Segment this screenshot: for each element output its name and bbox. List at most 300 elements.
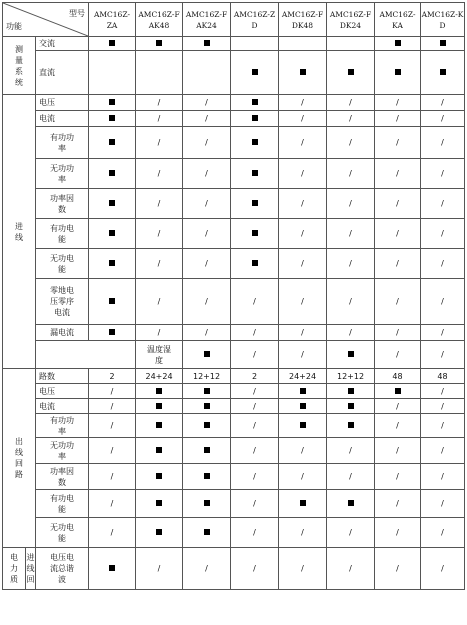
spec-cell [327, 189, 375, 219]
supported-mark-icon [348, 351, 354, 357]
spec-cell [375, 369, 421, 384]
spec-cell [89, 414, 136, 438]
not-applicable-mark: / [349, 138, 352, 147]
not-applicable-mark: / [157, 259, 161, 268]
label-line: 波 [58, 575, 66, 584]
not-applicable-mark: / [157, 138, 161, 147]
not-applicable-mark: / [253, 350, 256, 359]
model-line: AMC16Z-Z [233, 9, 276, 19]
spec-cell [327, 37, 375, 51]
model-header-3 [231, 3, 279, 37]
not-applicable-mark: / [253, 328, 256, 337]
spec-cell [375, 518, 421, 548]
function-label [36, 384, 89, 399]
function-label [136, 341, 183, 369]
not-applicable-mark: / [441, 328, 444, 337]
supported-mark-icon [204, 447, 210, 453]
model-line: AMC16Z-F [329, 9, 372, 19]
not-applicable-mark: / [253, 472, 256, 481]
label-line: 有功电 [50, 493, 74, 503]
spec-cell [375, 51, 421, 95]
not-applicable-mark: / [110, 401, 114, 411]
model-line: D [439, 20, 446, 30]
not-applicable-mark: / [157, 564, 161, 573]
spec-cell [327, 399, 375, 414]
label-line: 无功电 [50, 522, 74, 532]
not-applicable-mark: / [157, 328, 161, 337]
model-line: AMC16Z-F [185, 9, 228, 19]
not-applicable-mark: / [253, 446, 256, 455]
not-applicable-mark: / [441, 98, 444, 107]
spec-cell [279, 369, 327, 384]
spec-cell [89, 249, 136, 279]
not-applicable-mark: / [110, 446, 114, 455]
supported-mark-icon [156, 500, 162, 506]
spec-cell [136, 464, 183, 490]
table-row [3, 95, 465, 111]
spec-cell [421, 159, 465, 189]
spec-cell [89, 111, 136, 127]
cell-value: 48 [437, 371, 448, 381]
spec-cell [327, 95, 375, 111]
not-applicable-mark: / [349, 328, 352, 337]
table-row [3, 490, 465, 518]
not-applicable-mark: / [396, 297, 399, 306]
spec-cell [136, 384, 183, 399]
function-label [36, 518, 89, 548]
not-applicable-mark: / [396, 421, 399, 430]
spec-cell [231, 548, 279, 590]
supported-mark-icon [156, 40, 162, 46]
spec-cell [183, 219, 231, 249]
supported-mark-icon [395, 388, 401, 394]
not-applicable-mark: / [349, 528, 352, 537]
not-applicable-mark: / [110, 528, 114, 537]
label-line: 漏电流 [50, 328, 74, 337]
supported-mark-icon [109, 99, 115, 105]
not-applicable-mark: / [441, 472, 444, 481]
function-label [36, 51, 89, 95]
function-label [36, 279, 89, 325]
label-line: 功率因 [50, 193, 74, 203]
model-header-0 [89, 3, 136, 37]
spec-cell [89, 37, 136, 51]
model-line: AMC16Z- [379, 9, 416, 19]
label-line: 流总谐 [50, 564, 74, 573]
not-applicable-mark: / [441, 229, 444, 238]
model-line: D [251, 20, 258, 30]
supported-mark-icon [156, 473, 162, 479]
model-line: AMC16Z-F [138, 9, 180, 19]
function-label [36, 464, 89, 490]
not-applicable-mark: / [301, 98, 304, 107]
spec-cell [231, 249, 279, 279]
group-char: 回 [26, 575, 35, 584]
not-applicable-mark: / [349, 297, 352, 306]
supported-mark-icon [395, 40, 401, 46]
label-line: 功率因 [50, 466, 74, 476]
spec-cell [231, 399, 279, 414]
supported-mark-icon [252, 139, 258, 145]
corner-header-cell [3, 3, 89, 37]
not-applicable-mark: / [396, 98, 399, 107]
spec-cell [183, 279, 231, 325]
corner-function-label: 功能 [6, 22, 22, 31]
spec-cell [327, 438, 375, 464]
model-line: AK48 [148, 20, 170, 30]
spec-cell [375, 548, 421, 590]
not-applicable-mark: / [349, 472, 352, 481]
function-label [36, 127, 89, 159]
spec-cell [279, 399, 327, 414]
spec-cell [327, 414, 375, 438]
not-applicable-mark: / [110, 499, 114, 508]
group-char: 回 [15, 459, 23, 468]
label-line: 电压电 [50, 553, 74, 562]
model-line: ZA [106, 20, 118, 30]
supported-mark-icon [156, 422, 162, 428]
not-applicable-mark: / [349, 169, 352, 178]
spec-cell [327, 464, 375, 490]
not-applicable-mark: / [205, 259, 208, 268]
model-line: DK48 [291, 20, 314, 30]
label-line: 能 [58, 504, 66, 514]
supported-mark-icon [204, 500, 210, 506]
function-label [36, 414, 89, 438]
spec-cell [183, 414, 231, 438]
not-applicable-mark: / [157, 169, 161, 178]
not-applicable-mark: / [253, 297, 256, 306]
supported-mark-icon [395, 69, 401, 75]
label-line: 有功电 [50, 223, 74, 233]
model-line: AK24 [196, 20, 217, 30]
label-line: 电流 [39, 401, 55, 411]
spec-cell [136, 249, 183, 279]
not-applicable-mark: / [301, 328, 304, 337]
group-char: 电 [10, 553, 18, 562]
spec-cell [375, 159, 421, 189]
not-applicable-mark: / [205, 169, 208, 178]
spec-cell [89, 369, 136, 384]
not-applicable-mark: / [441, 350, 444, 359]
spec-cell [136, 518, 183, 548]
spec-cell [421, 414, 465, 438]
supported-mark-icon [252, 260, 258, 266]
spec-cell [183, 490, 231, 518]
spec-cell [279, 384, 327, 399]
spec-cell [183, 548, 231, 590]
not-applicable-mark: / [349, 229, 352, 238]
group-power-quality [3, 548, 26, 590]
spec-cell [375, 438, 421, 464]
spec-cell [136, 51, 183, 95]
spec-cell [375, 384, 421, 399]
table-row [3, 279, 465, 325]
label-line: 有功功 [50, 132, 74, 142]
spec-cell [327, 127, 375, 159]
group-char: 量 [15, 55, 23, 65]
function-label [36, 189, 89, 219]
not-applicable-mark: / [441, 199, 444, 208]
spec-cell [231, 341, 279, 369]
group-char: 测 [15, 44, 23, 54]
spec-cell [421, 189, 465, 219]
supported-mark-icon [109, 200, 115, 206]
model-header-1 [136, 3, 183, 37]
table-row [3, 548, 465, 590]
group-char: 进 [26, 553, 35, 562]
spec-cell [375, 414, 421, 438]
spec-cell [279, 341, 327, 369]
spec-cell [375, 490, 421, 518]
supported-mark-icon [204, 529, 210, 535]
spec-cell [183, 159, 231, 189]
table-row [3, 249, 465, 279]
spec-cell [231, 464, 279, 490]
not-applicable-mark: / [441, 169, 444, 178]
not-applicable-mark: / [441, 297, 444, 306]
spec-cell [183, 249, 231, 279]
spec-cell [327, 159, 375, 189]
spec-cell [421, 399, 465, 414]
supported-mark-icon [109, 170, 115, 176]
label-line: 直流 [39, 68, 55, 77]
spec-cell [231, 189, 279, 219]
group-char: 出 [15, 437, 23, 446]
label-line: 电压 [39, 386, 55, 396]
spec-cell [89, 490, 136, 518]
supported-mark-icon [252, 200, 258, 206]
table-row [3, 464, 465, 490]
spec-cell [421, 249, 465, 279]
not-applicable-mark: / [441, 421, 444, 430]
function-label [36, 159, 89, 189]
supported-mark-icon [348, 388, 354, 394]
not-applicable-mark: / [441, 564, 444, 573]
not-applicable-mark: / [205, 114, 208, 123]
spec-cell [231, 325, 279, 341]
spec-cell [279, 37, 327, 51]
supported-mark-icon [252, 230, 258, 236]
not-applicable-mark: / [253, 386, 256, 396]
spec-cell [89, 51, 136, 95]
not-applicable-mark: / [396, 169, 399, 178]
spec-cell [136, 438, 183, 464]
model-line: AMC16Z-K [421, 9, 464, 19]
not-applicable-mark: / [349, 114, 352, 123]
spec-cell [279, 127, 327, 159]
cell-value: 24+24 [288, 371, 317, 381]
label-line: 数 [58, 477, 66, 487]
not-applicable-mark: / [301, 350, 304, 359]
function-label [36, 111, 89, 127]
label-line: 度 [155, 355, 164, 365]
function-label [36, 95, 89, 111]
table-row [3, 219, 465, 249]
spec-cell [327, 490, 375, 518]
not-applicable-mark: / [301, 259, 304, 268]
supported-mark-icon [348, 69, 354, 75]
spec-cell [136, 279, 183, 325]
spec-cell [375, 189, 421, 219]
supported-mark-icon [109, 260, 115, 266]
spec-cell [279, 518, 327, 548]
spec-cell [89, 325, 136, 341]
not-applicable-mark: / [441, 499, 444, 508]
not-applicable-mark: / [349, 199, 352, 208]
spec-cell [279, 414, 327, 438]
spec-cell [89, 548, 136, 590]
not-applicable-mark: / [205, 98, 208, 107]
label-line: 电流 [39, 114, 55, 123]
supported-mark-icon [300, 500, 306, 506]
label-line: 能 [58, 264, 66, 274]
function-label [36, 37, 89, 51]
spec-cell [89, 127, 136, 159]
supported-mark-icon [348, 403, 354, 409]
label-line: 零地电 [50, 286, 74, 295]
not-applicable-mark: / [441, 401, 444, 411]
spec-cell [327, 111, 375, 127]
spec-cell [375, 219, 421, 249]
group-char: 线 [15, 448, 23, 457]
supported-mark-icon [204, 473, 210, 479]
model-line: AMC16Z-F [281, 9, 324, 19]
group-char: 质 [10, 575, 18, 584]
spec-cell [279, 548, 327, 590]
spec-cell [89, 464, 136, 490]
label-line: 电压 [39, 98, 55, 107]
spec-cell [136, 95, 183, 111]
spec-cell [279, 249, 327, 279]
not-applicable-mark: / [396, 499, 399, 508]
not-applicable-mark: / [301, 528, 304, 537]
spec-cell [279, 279, 327, 325]
table-row [3, 518, 465, 548]
spec-cell [231, 127, 279, 159]
spec-cell [375, 341, 421, 369]
not-applicable-mark: / [396, 446, 399, 455]
not-applicable-mark: / [205, 138, 208, 147]
spec-cell [375, 464, 421, 490]
spec-cell [89, 518, 136, 548]
model-line: KA [392, 20, 403, 30]
not-applicable-mark: / [396, 114, 399, 123]
spec-cell [279, 95, 327, 111]
group-char: 进 [15, 221, 23, 231]
supported-mark-icon [156, 388, 162, 394]
group-outgoing [3, 369, 36, 548]
spec-cell [375, 325, 421, 341]
spec-cell [136, 399, 183, 414]
group-char: 线 [15, 232, 23, 242]
spec-cell [136, 325, 183, 341]
label-line: 有功功 [50, 415, 74, 425]
function-label [36, 219, 89, 249]
supported-mark-icon [440, 69, 446, 75]
not-applicable-mark: / [301, 297, 304, 306]
label-line: 无功功 [50, 163, 74, 173]
table-row [3, 384, 465, 399]
not-applicable-mark: / [253, 564, 256, 573]
label-line: 率 [58, 426, 66, 436]
table-row [3, 51, 465, 95]
spec-cell [136, 414, 183, 438]
spec-cell [89, 189, 136, 219]
spec-cell [231, 414, 279, 438]
spec-cell [421, 384, 465, 399]
spec-cell [136, 159, 183, 189]
spec-cell [136, 189, 183, 219]
table-row [3, 127, 465, 159]
cell-value: 12+12 [192, 371, 221, 381]
table-row [3, 37, 465, 51]
group-incoming [3, 95, 36, 369]
label-line: 压零序 [50, 297, 74, 306]
model-header-7 [421, 3, 465, 37]
supported-mark-icon [300, 422, 306, 428]
not-applicable-mark: / [253, 499, 256, 508]
not-applicable-mark: / [253, 528, 256, 537]
spec-cell [279, 325, 327, 341]
not-applicable-mark: / [396, 199, 399, 208]
supported-mark-icon [252, 99, 258, 105]
group-char: 力 [10, 564, 18, 573]
supported-mark-icon [300, 403, 306, 409]
not-applicable-mark: / [301, 229, 304, 238]
label-line: 路数 [39, 371, 55, 381]
not-applicable-mark: / [301, 472, 304, 481]
not-applicable-mark: / [396, 259, 399, 268]
spec-cell [421, 438, 465, 464]
cell-value: 2 [109, 371, 115, 381]
spec-cell [279, 111, 327, 127]
spec-cell [89, 384, 136, 399]
spec-cell [279, 219, 327, 249]
not-applicable-mark: / [349, 564, 352, 573]
not-applicable-mark: / [441, 138, 444, 147]
supported-mark-icon [204, 388, 210, 394]
spec-cell [421, 369, 465, 384]
label-line: 无功电 [50, 253, 74, 263]
spec-cell [183, 341, 231, 369]
spec-cell [421, 464, 465, 490]
spec-cell [89, 219, 136, 249]
spec-cell [421, 51, 465, 95]
not-applicable-mark: / [396, 138, 399, 147]
spec-cell [279, 464, 327, 490]
function-label [36, 438, 89, 464]
table-row [3, 414, 465, 438]
function-label [36, 548, 89, 590]
spec-cell [231, 159, 279, 189]
not-applicable-mark: / [110, 386, 114, 396]
spec-cell [421, 279, 465, 325]
not-applicable-mark: / [157, 229, 161, 238]
table-row [3, 159, 465, 189]
spec-cell [183, 127, 231, 159]
function-label [36, 399, 89, 414]
spec-cell [421, 111, 465, 127]
not-applicable-mark: / [301, 169, 304, 178]
table-row [3, 111, 465, 127]
supported-mark-icon [300, 69, 306, 75]
spec-cell [375, 127, 421, 159]
spec-cell [231, 111, 279, 127]
not-applicable-mark: / [441, 528, 444, 537]
spec-cell [136, 127, 183, 159]
not-applicable-mark: / [205, 199, 208, 208]
